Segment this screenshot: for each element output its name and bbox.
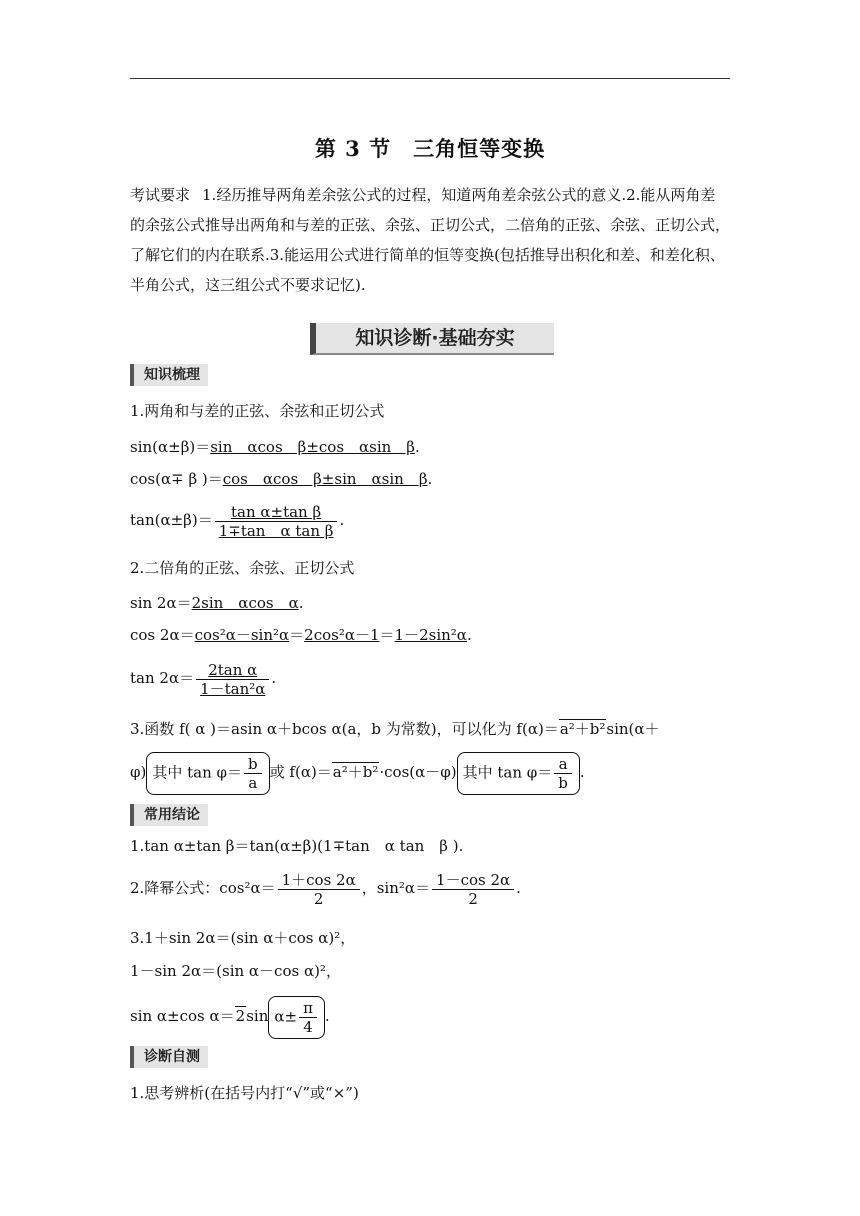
- section-banner: 知识诊断·基础夯实: [310, 323, 554, 355]
- k3-cond2-den: b: [558, 773, 568, 792]
- k1-heading: 1.两角和与差的正弦、余弦和正切公式: [130, 402, 385, 420]
- k3-line1-text: 3.函数 f( α )＝asin α＋bcos α(a，b 为常数)，可以化为 f(α)＝: [130, 720, 559, 738]
- c-l2-prefix: 2.降幂公式：cos²α＝: [130, 879, 276, 897]
- k3-cond2-num: a: [554, 755, 572, 774]
- k3-or-text: 或 f(α)＝: [269, 763, 332, 781]
- c-line4: 1－sin 2α＝(sin α－cos α)²，: [130, 962, 341, 980]
- section-changyong: 常用结论: [130, 804, 208, 826]
- c-line5: sin α±cos α＝2sin α± $\frac{\pi}{4}$ .: [130, 994, 330, 1039]
- k1-sin-formula: sin(α±β)＝sin αcos β±cos αsin β.: [130, 438, 420, 456]
- c-l2-den1: 2: [313, 889, 324, 908]
- k2-cos-lhs: cos 2α＝: [130, 626, 195, 644]
- page-title: 第 3 节 三角恒等变换: [314, 136, 546, 161]
- k3-phi: φ): [130, 763, 147, 781]
- k2-tan-lhs: tan 2α＝: [130, 669, 195, 687]
- k1-tan-formula: tan(α±β)＝ $\frac{\text{tan α±tan β}}{\text{1∓tan α tan β}}$ .: [130, 502, 345, 540]
- k1-cos-rhs: cos αcos β±sin αsin β: [222, 470, 428, 488]
- k3-cond1-den: a: [248, 773, 258, 792]
- k2-sin-lhs: sin 2α＝: [130, 594, 192, 612]
- k1-tan-lhs: tan(α±β)＝: [130, 511, 213, 529]
- k2-cos-r2: 2cos²α－1: [304, 626, 380, 644]
- k1-tan-den: 1∓tan α tan β: [218, 521, 334, 540]
- k2-cos-formula: cos 2α＝cos²α－sin²α＝2cos²α－1＝1－2sin²α.: [130, 626, 472, 644]
- c-l5-inner: α±: [274, 1007, 298, 1025]
- k2-tan-formula: tan 2α＝ $\frac{\text{2tan α}}{\text{1－tan²α}}$ .: [130, 660, 277, 698]
- k2-tan-den: 1－tan²α: [200, 679, 266, 698]
- c-l2-num1: 1＋cos 2α: [278, 871, 360, 890]
- k2-cos-r1: cos²α－sin²α: [194, 626, 290, 644]
- k3-cond2: [457, 752, 580, 795]
- k1-sin-lhs: sin(α±β)＝: [130, 438, 211, 456]
- header-rule: [130, 78, 730, 79]
- k3-line1: [130, 719, 660, 739]
- k3-sqrt-2: a²＋b²: [332, 763, 379, 781]
- c-l2-den2: 2: [468, 889, 478, 908]
- c-l2-num2: 1－cos 2α: [432, 871, 514, 890]
- section-zice: 诊断自测: [130, 1046, 208, 1068]
- c-l5-sin: sin: [246, 1007, 269, 1025]
- k1-cos-formula: cos(α∓ β )＝cos αcos β±sin αsin β.: [130, 470, 433, 488]
- k3-cond2-text: 其中 tan φ＝: [462, 763, 553, 781]
- c-l2-frac1: [278, 871, 360, 908]
- c-l5-den: 4: [303, 1017, 313, 1036]
- k1-tan-num: tan α±tan β: [215, 503, 338, 522]
- k3-cond1-num: b: [244, 755, 262, 774]
- requirements-heading: 考试要求: [130, 186, 191, 204]
- c-line3: 3.1＋sin 2α＝(sin α＋cos α)²，: [130, 929, 356, 947]
- k1-cos-lhs: cos(α∓ β )＝: [130, 470, 223, 488]
- c-line1: 1.tan α±tan β＝tan(α±β)(1∓tan α tan β ).: [130, 837, 464, 855]
- c-l5-frac: [299, 999, 317, 1036]
- section-zhishi: 知识梳理: [130, 364, 208, 386]
- requirements-body: 1.经历推导两角差余弦公式的过程，知道两角差余弦公式的意义.2.能从两角差的余弦公式推导出两角和与差的正弦、余弦、正切公式，二倍角的正弦、余弦、正切公式，了解它们的内在联系.3.能运用公式进行简单的恒等变换(包括推导出积化和差、和差化积、半角公式，这三组公式不要求记忆).: [130, 186, 731, 294]
- c-l5-sqrt: 2: [235, 1007, 246, 1025]
- c-l2-mid: ，sin²α＝: [361, 879, 431, 897]
- c-l5-num: π: [299, 999, 317, 1018]
- k3-cond2-frac: [554, 755, 572, 792]
- k3-cos-part: ·cos(α－φ): [379, 763, 457, 781]
- k2-sin-formula: sin 2α＝2sin αcos α.: [130, 594, 304, 612]
- k3-cond1-text: 其中 tan φ＝: [152, 763, 243, 781]
- k2-sin-rhs: 2sin αcos α: [191, 594, 299, 612]
- k3-cond1: [146, 752, 269, 795]
- k3-sqrt: a²＋b²: [559, 720, 606, 738]
- k3-cond1-frac: [244, 755, 262, 792]
- c-l5-prefix: sin α±cos α＝: [130, 1007, 235, 1025]
- k2-heading: 2.二倍角的正弦、余弦、正切公式: [130, 559, 355, 577]
- k2-tan-fraction: [196, 661, 269, 698]
- k3-line2: φ) 其中 tan φ＝ $\frac{b}{a}$ 或 f(α)＝a²＋b²·cos(α－φ) 其中 tan φ＝ $\frac{a}{b}$ .: [130, 750, 585, 795]
- k1-sin-rhs: sin αcos β±cos αsin β: [210, 438, 415, 456]
- exam-requirements: [130, 180, 730, 300]
- k2-tan-num: 2tan α: [196, 661, 269, 680]
- k3-line1-end: sin(α＋: [606, 720, 660, 738]
- c-line2: 2.降幂公式：cos²α＝ $\frac{1+\cos 2\alpha}{2}$ ，sin²α＝ $\frac{1-\cos 2\alpha}{2}$ .: [130, 870, 521, 908]
- c-l2-frac2: [432, 871, 514, 908]
- z-line1: 1.思考辨析(在括号内打“√”或“×”): [130, 1084, 359, 1102]
- k1-tan-fraction: [215, 503, 338, 540]
- k2-cos-r3: 1－2sin²α: [394, 626, 467, 644]
- c-l5-paren: [268, 996, 325, 1039]
